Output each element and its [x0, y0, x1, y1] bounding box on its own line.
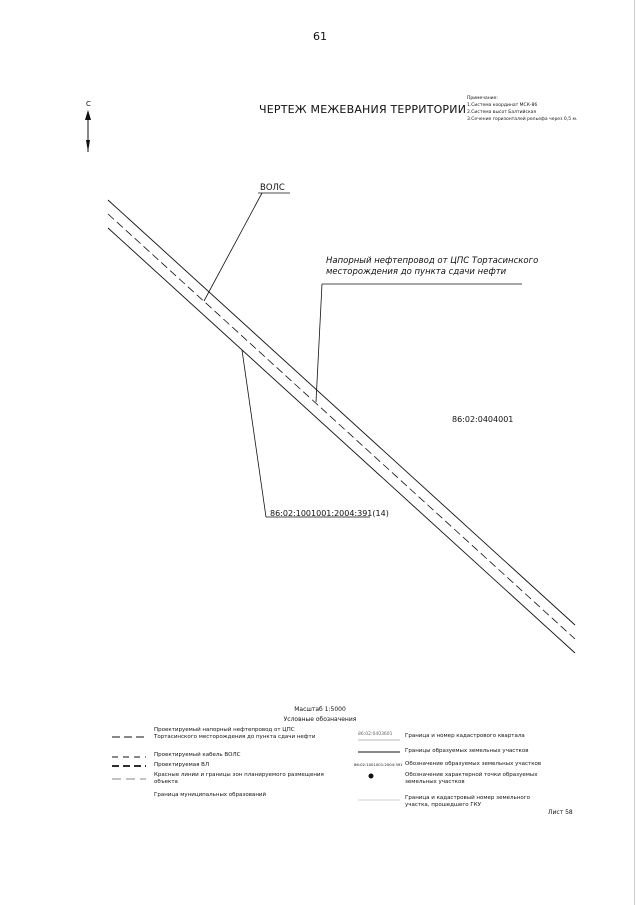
pipeline-dashed-line: [108, 214, 575, 639]
north-label: С: [86, 100, 91, 108]
legend-sample-parcel: 86:02:1001001:2004:391: [354, 762, 403, 767]
parcel-number-label: 86:02:1001001:2004:391(14): [270, 509, 389, 518]
legend-item-parcel-designation: Обозначение образуемых земельных участков: [405, 761, 542, 767]
notes-line: 2.Система высот Балтийская: [467, 110, 537, 115]
legend-samples-right: [358, 740, 400, 800]
legend-title: Условные обозначения: [283, 716, 357, 723]
scale-label: Масштаб 1:5000: [294, 706, 346, 713]
legend-samples-left: [112, 737, 146, 779]
pipeline-label-continued: месторождения до пункта сдачи нефти: [326, 267, 507, 277]
pipeline-leader: [316, 284, 322, 402]
page-number: 61: [313, 30, 327, 43]
corridor-border-inner: [108, 228, 575, 653]
parcel-leader: [242, 350, 266, 517]
sheet-number: Лист 58: [548, 809, 573, 816]
pipeline-label: Напорный нефтепровод от ЦПС Тортасинского: [326, 256, 539, 266]
vols-label: ВОЛС: [260, 183, 285, 193]
legend-item-municipal-border: Граница муниципальных образований: [154, 792, 267, 798]
notes-heading: Примечание:: [467, 96, 498, 101]
north-arrow-icon: [85, 110, 91, 152]
legend-item-red-lines: Красные линии и границы зон планируемого размещения объекта: [154, 772, 324, 785]
legend-item-pipeline: Проектируемый напорный нефтепровод от ЦПС Тортасинского месторождения до пункта сдачи нефти: [154, 727, 316, 740]
legend-item-registered-parcel: Граница и кадастровый номер земельного участка, прошедшего ГКУ: [405, 795, 530, 808]
legend-item-vols: Проектируемый кабель ВОЛС: [154, 752, 241, 758]
drawing-title: ЧЕРТЕЖ МЕЖЕВАНИЯ ТЕРРИТОРИИ: [259, 103, 467, 116]
notes-line: 3.Сечение горизонталей рельефа через 0,5 м.: [467, 117, 578, 122]
legend-item-parcel-borders: Границы образуемых земельных участков: [405, 748, 529, 754]
legend-item-point: Обозначение характерной точки образуемых земельных участков: [405, 772, 538, 785]
vols-leader: [204, 193, 262, 301]
legend-item-quarter: Граница и номер кадастрового квартала: [405, 733, 525, 739]
legend-sample-quarter: 86:02:0403601: [358, 732, 393, 737]
legend-item-power-line: Проектируемая ВЛ: [154, 762, 210, 768]
notes-line: 1.Система координат МСК-86: [467, 103, 538, 108]
cadastral-quarter-label: 86:02:0404001: [452, 415, 514, 424]
